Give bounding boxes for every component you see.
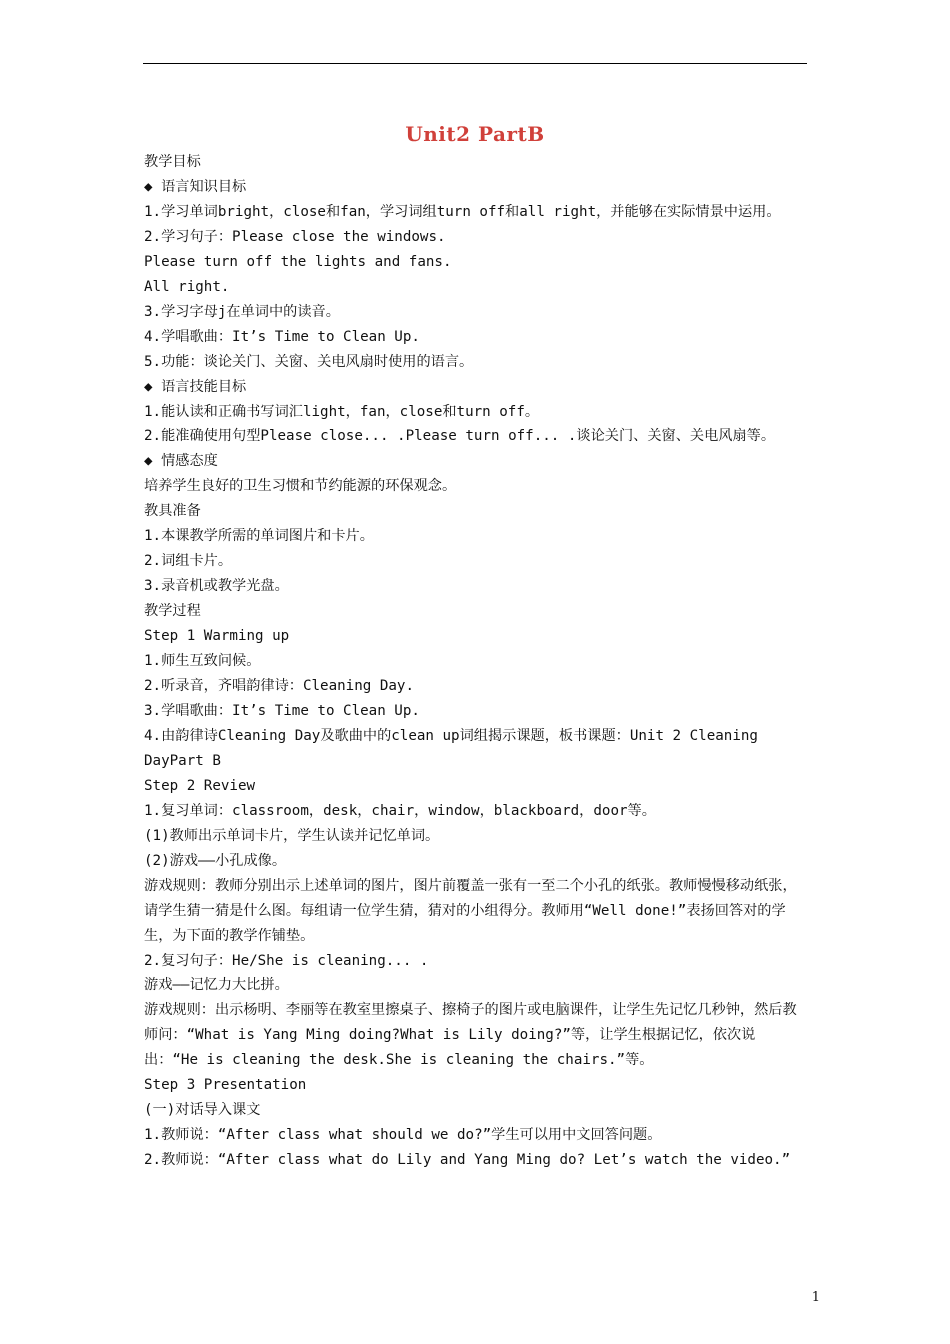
- page-number: 1: [811, 1290, 820, 1305]
- text-line: 3.学习字母j在单词中的读音。: [144, 303, 340, 320]
- text-line: 2.复习句子：He/She is cleaning... .: [144, 952, 429, 969]
- text-line: Step 3 Presentation: [144, 1077, 307, 1094]
- text-line: 2.听录音，齐唱韵律诗：Cleaning Day.: [144, 678, 414, 695]
- text-line: 2.词组卡片。: [144, 553, 233, 570]
- text-line: 4.学唱歌曲：It’s Time to Clean Up.: [144, 328, 420, 345]
- text-line: 培养学生良好的卫生习惯和节约能源的环保观念。: [144, 478, 457, 495]
- text-line: 3.学唱歌曲：It’s Time to Clean Up.: [144, 702, 420, 719]
- text-line: Please turn off the lights and fans.: [144, 253, 452, 270]
- text-line: Step 2 Review: [144, 777, 256, 794]
- text-line: 3.录音机或教学光盘。: [144, 578, 289, 595]
- text-line: ◆ 语言知识目标: [144, 178, 247, 195]
- text-line: 5.功能：谈论关门、关窗、关电风扇时使用的语言。: [144, 353, 474, 370]
- text-line: (2)游戏——小孔成像。: [144, 852, 287, 869]
- text-line: ◆ 语言技能目标: [144, 378, 247, 395]
- text-line: 2.学习句子：Please close the windows.: [144, 228, 446, 245]
- text-line: (1)教师出示单词卡片，学生认读并记忆单词。: [144, 827, 440, 844]
- text-line: 2.能准确使用句型Please close... .Please turn off... .谈论关门、关窗、关电风扇等。: [144, 428, 776, 445]
- text-line: 1.能认读和正确书写词汇light，fan，close和turn off。: [144, 403, 540, 420]
- text-line: 教具准备: [144, 503, 201, 520]
- text-line: All right.: [144, 278, 230, 295]
- document-body: [144, 150, 808, 1173]
- text-line: 游戏——记忆力大比拼。: [144, 977, 289, 994]
- text-line: 2.教师说：“After class what do Lily and Yang Ming do? Let’s watch the video.”: [144, 1152, 791, 1169]
- text-line: 1.师生互致问候。: [144, 653, 261, 670]
- text-line: 教学目标: [144, 154, 201, 170]
- text-line: 教学过程: [144, 603, 201, 620]
- text-line: 游戏规则：教师分别出示上述单词的图片，图片前覆盖一张有一至二个小孔的纸张。教师慢慢移动纸张，请学生猜一猜是什么图。每组请一位学生猜，猜对的小组得分。教师用“Well done!”表扬回答对的学生，为下面的教学作铺垫。: [144, 877, 797, 944]
- text-line: 4.由韵律诗Cleaning Day及歌曲中的clean up词组揭示课题，板书课题：Unit 2 Cleaning DayPart B: [144, 727, 767, 769]
- text-line: 1.教师说：“After class what should we do?”学生可以用中文回答问题。: [144, 1127, 662, 1144]
- text-line: (一)对话导入课文: [144, 1102, 261, 1119]
- text-line: 1.本课教学所需的单词图片和卡片。: [144, 528, 374, 545]
- text-line: 游戏规则：出示杨明、李丽等在教室里擦桌子、擦椅子的图片或电脑课件，让学生先记忆几秒钟，然后教师问：“What is Yang Ming doing?What is Lily doing?”等，让学生根据记忆，依次说出：“He is cleaning the desk.She is cleaning the chairs.”等。: [144, 1002, 797, 1069]
- text-line: ◆ 情感态度: [144, 453, 218, 470]
- text-line: 1.复习单词：classroom，desk，chair，window，blackboard，door等。: [144, 802, 656, 819]
- header-rule: [143, 63, 807, 64]
- text-line: 1.学习单词bright，close和fan，学习词组turn off和all right，并能够在实际情景中运用。: [144, 203, 781, 220]
- document-title: Unit2 PartB: [405, 122, 545, 146]
- text-line: Step 1 Warming up: [144, 628, 290, 645]
